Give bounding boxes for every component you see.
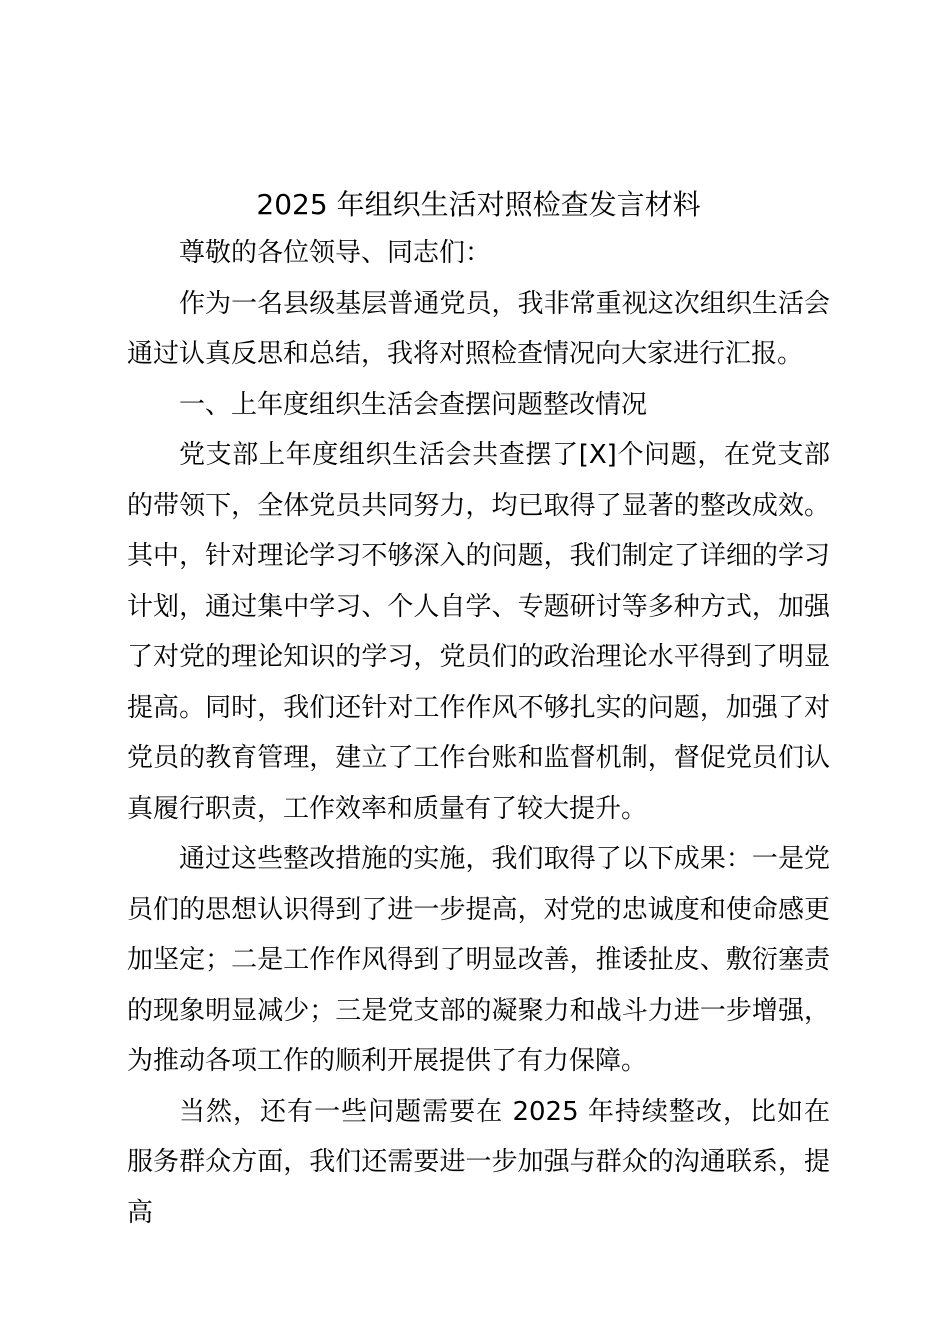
- salutation: 尊敬的各位领导、同志们：: [179, 238, 492, 268]
- intro-paragraph: 作为一名县级基层普通党员，我非常重视这次组织生活会通过认真反思和总结，我将对照检查情况向大家进行汇报。: [127, 288, 830, 369]
- section-heading: 一、上年度组织生活会查摆问题整改情况: [179, 389, 648, 420]
- document-body: [127, 184, 830, 1238]
- section-paragraph-rectification: 党支部上年度组织生活会共查摆了[X]个问题，在党支部的带领下，全体党员共同努力，均已取得了显著的整改成效。其中，针对理论学习不够深入的问题，我们制定了详细的学习计划，通过集中学习、个人自学、专题研讨等多种方式，加强了对党的理论知识的学习，党员们的政治理论水平得到了明显提高。同时，我们还针对工作作风不够扎实的问题，加强了对党员的教育管理，建立了工作台账和监督机制，督促党员们认真履行职责，工作效率和质量有了较大提升。: [127, 440, 830, 824]
- section-paragraph-results: 通过这些整改措施的实施，我们取得了以下成果：一是党员们的思想认识得到了进一步提高，对党的忠诚度和使命感更加坚定；二是工作作风得到了明显改善，推诿扯皮、敷衍塞责的现象明显减少；三是党支部的凝聚力和战斗力进一步增强，为推动各项工作的顺利开展提供了有力保障。: [127, 844, 830, 1076]
- section-paragraph-remaining-issues: 当然，还有一些问题需要在 2025 年持续整改，比如在服务群众方面，我们还需要进一步加强与群众的沟通联系，提高: [127, 1096, 830, 1228]
- document-title: 2025 年组织生活对照检查发言材料: [256, 188, 701, 221]
